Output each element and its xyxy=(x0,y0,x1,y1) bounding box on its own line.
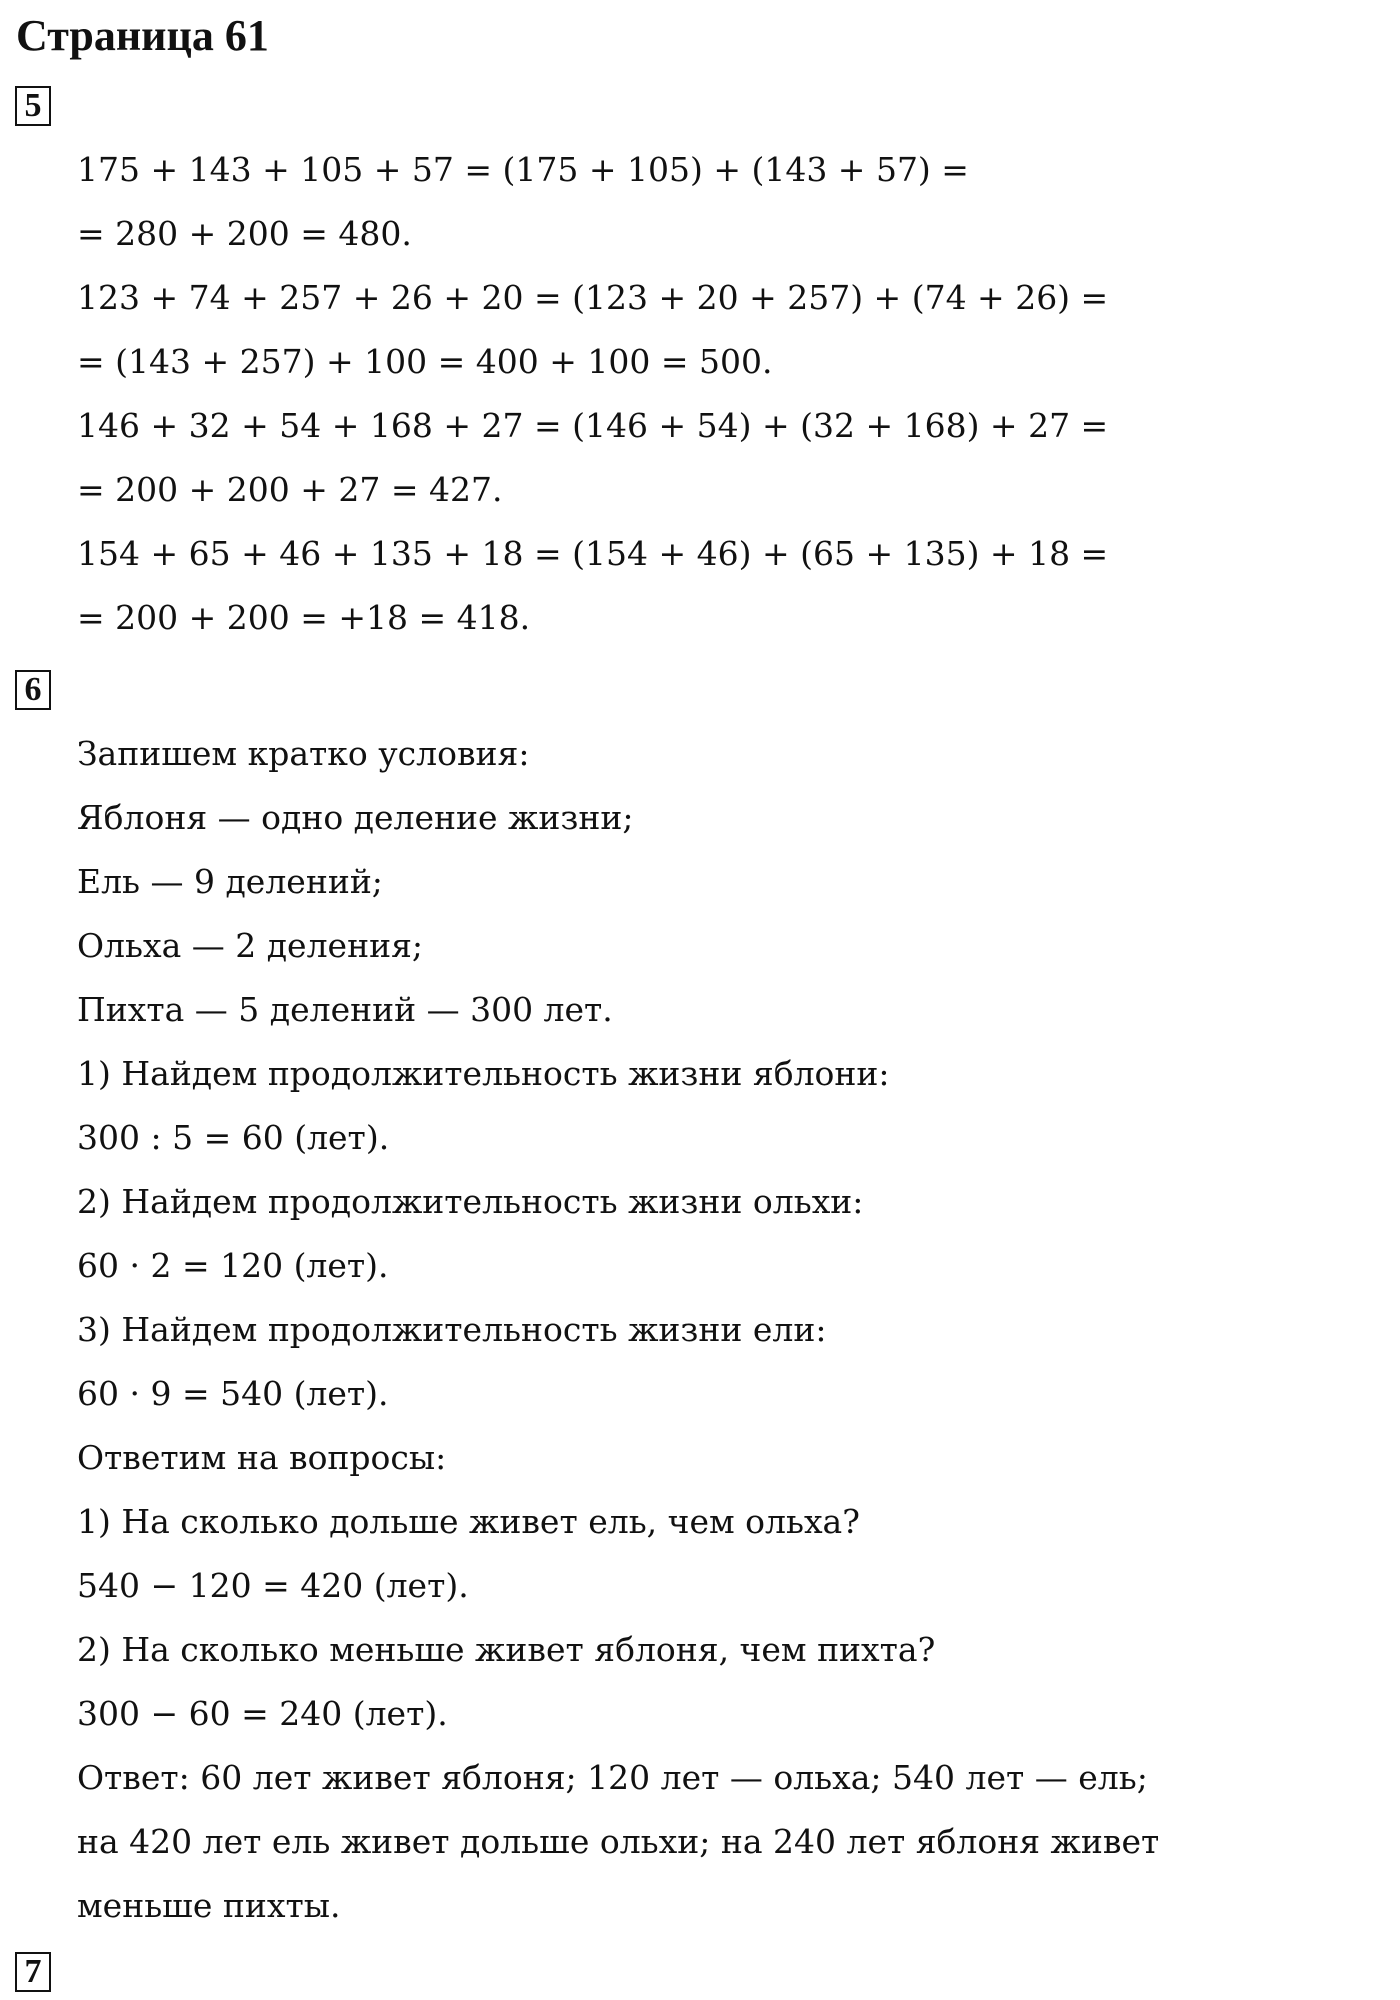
task-6-line: 3) Найдем продолжительность жизни ели: xyxy=(77,1310,827,1349)
task-6-line: Ответим на вопросы: xyxy=(77,1438,447,1477)
task-6-line: 60 · 2 = 120 (лет). xyxy=(77,1246,389,1285)
page-title: Страница 61 xyxy=(16,11,269,60)
task-5-solution xyxy=(77,138,1108,650)
task-6-line: 2) Найдем продолжительность жизни ольхи: xyxy=(77,1182,864,1221)
task-6-line: 540 − 120 = 420 (лет). xyxy=(77,1566,469,1605)
task-6-line: 60 · 9 = 540 (лет). xyxy=(77,1374,389,1413)
task-number-6: 6 xyxy=(15,670,51,710)
task-6-line: Ответ: 60 лет живет яблоня; 120 лет — ольха; 540 лет — ель; xyxy=(77,1758,1148,1797)
task-6-line: на 420 лет ель живет дольше ольхи; на 240 лет яблоня живет xyxy=(77,1822,1160,1861)
task-6-line: Яблоня — одно деление жизни; xyxy=(77,798,634,837)
task-5-line: 123 + 74 + 257 + 26 + 20 = (123 + 20 + 257) + (74 + 26) = xyxy=(77,278,1109,317)
task-5-line: = 280 + 200 = 480. xyxy=(77,214,412,253)
task-6-line: 1) Найдем продолжительность жизни яблони: xyxy=(77,1054,890,1093)
task-5-line: 175 + 143 + 105 + 57 = (175 + 105) + (143 + 57) = xyxy=(77,150,969,189)
task-6-solution xyxy=(77,722,1159,1938)
task-5-line: 146 + 32 + 54 + 168 + 27 = (146 + 54) + (32 + 168) + 27 = xyxy=(77,406,1109,445)
task-6-line: Пихта — 5 делений — 300 лет. xyxy=(77,990,613,1029)
task-6-line: Запишем кратко условия: xyxy=(77,734,530,773)
task-6-line: 300 − 60 = 240 (лет). xyxy=(77,1694,448,1733)
task-5-line: = 200 + 200 = +18 = 418. xyxy=(77,598,531,637)
task-5-line: = 200 + 200 + 27 = 427. xyxy=(77,470,503,509)
task-number-7: 7 xyxy=(15,1952,51,1992)
task-6-line: Ель — 9 делений; xyxy=(77,862,383,901)
task-number-5: 5 xyxy=(15,86,51,126)
task-6-line: 1) На сколько дольше живет ель, чем ольха? xyxy=(77,1502,860,1541)
task-6-line: 300 : 5 = 60 (лет). xyxy=(77,1118,390,1157)
task-5-line: 154 + 65 + 46 + 135 + 18 = (154 + 46) + (65 + 135) + 18 = xyxy=(77,534,1109,573)
task-6-line: меньше пихты. xyxy=(77,1886,341,1925)
task-6-line: Ольха — 2 деления; xyxy=(77,926,424,965)
task-6-line: 2) На сколько меньше живет яблоня, чем пихта? xyxy=(77,1630,936,1669)
task-5-line: = (143 + 257) + 100 = 400 + 100 = 500. xyxy=(77,342,773,381)
